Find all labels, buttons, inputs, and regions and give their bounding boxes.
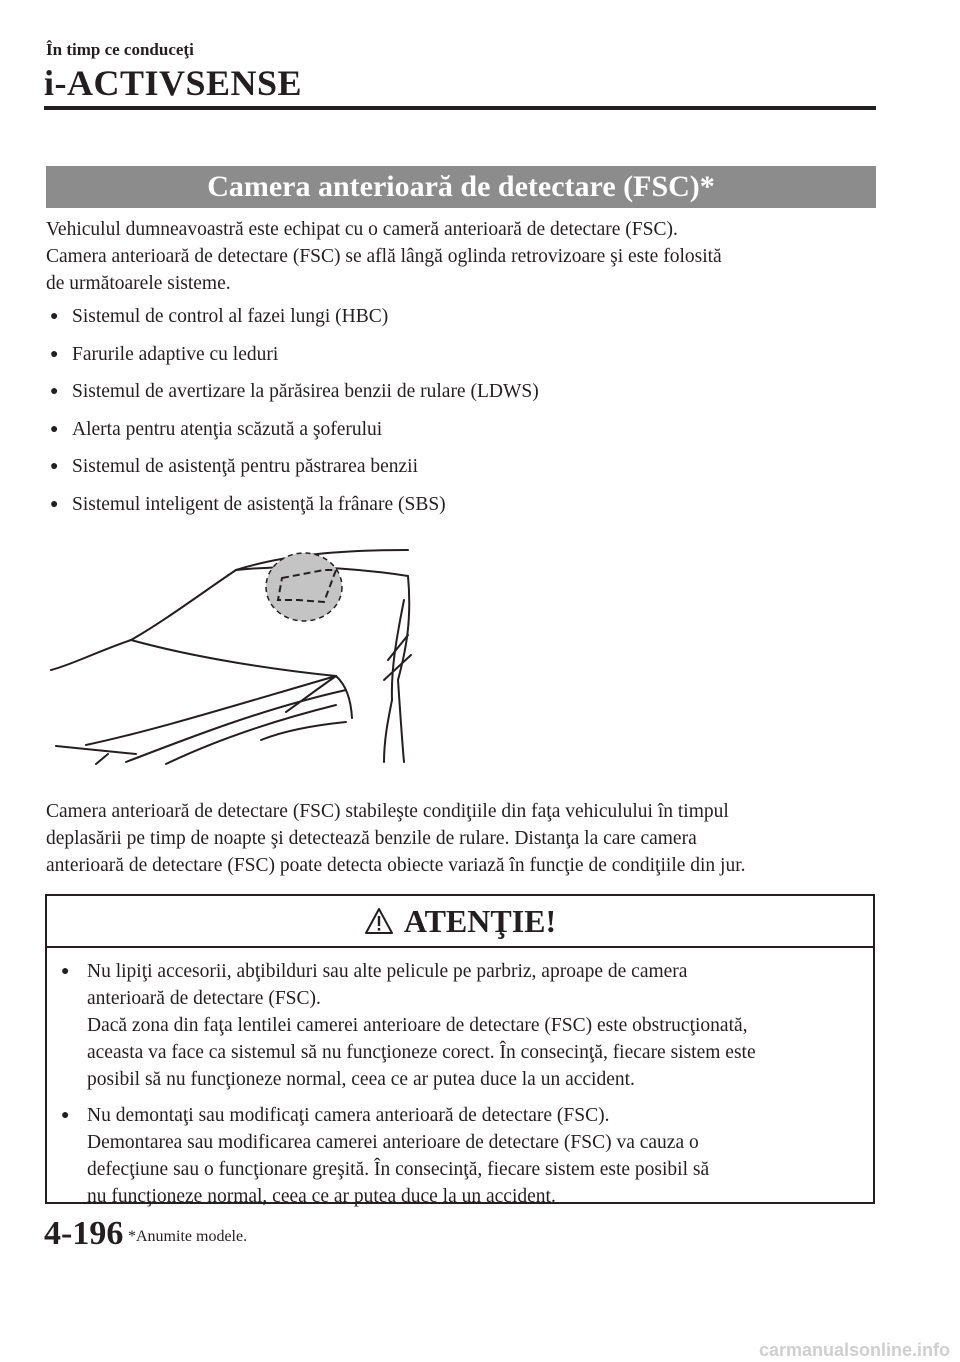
bullet-icon: ●: [61, 964, 70, 979]
intro-line: Camera anterioară de detectare (FSC) se află lângă oglinda retrovizoare şi este folosită: [46, 246, 722, 267]
list-item: ● Sistemul de asistenţă pentru păstrarea benzii: [46, 453, 876, 491]
chapter-title: În timp ce conduceţi: [46, 40, 194, 59]
caution-list: [57, 958, 867, 1210]
intro-line: de următoarele sisteme.: [46, 273, 231, 294]
bullet-icon: ●: [50, 384, 59, 399]
bullet-icon: ●: [50, 309, 59, 324]
bullet-icon: ●: [61, 1108, 70, 1123]
body-line: deplasării pe timp de noapte şi detectează benzile de rulare. Distanţa la care camera: [46, 828, 697, 849]
body-line: Camera anterioară de detectare (FSC) stabileşte condiţiile din faţa vehiculului în timpul: [46, 801, 729, 822]
warning-triangle-icon: [364, 907, 394, 935]
body-paragraph: [46, 798, 876, 879]
intro-line: Vehiculul dumneavoastră este echipat cu o cameră anterioară de detectare (FSC).: [46, 219, 678, 240]
list-item: ● Nu lipiţi accesorii, abţibilduri sau alte pelicule pe parbriz, aproape de camera anterioară de detectare (FSC). Dacă zona din faţa lentilei camerei anterioare de detectare (FSC) este obstrucţionată, aceasta va face ca sistemul să nu funcţioneze corect. În consecinţă, fiecare sistem este posibil să nu funcţioneze normal, ceea ce ar putea duce la un accident.: [57, 958, 867, 1093]
system-list: [46, 303, 876, 528]
list-item: ● Farurile adaptive cu leduri: [46, 341, 876, 379]
section-title: i-ACTIVSENSE: [44, 63, 303, 103]
windshield-camera-illustration: [46, 540, 426, 770]
watermark: carmanualsonline.info: [758, 1340, 950, 1360]
banner-title: Camera anterioară de detectare (FSC)*: [46, 166, 876, 208]
list-item: ● Sistemul inteligent de asistenţă la frânare (SBS): [46, 491, 876, 529]
footnote: *Anumite modele.: [128, 1228, 248, 1245]
caution-box: [45, 894, 875, 1207]
intro-paragraph: [46, 216, 876, 297]
bullet-icon: ●: [50, 421, 59, 437]
caution-header: [47, 896, 873, 948]
bullet-icon: ●: [50, 459, 59, 474]
page-number: 4-196: [44, 1215, 124, 1252]
list-item: ● Alerta pentru atenţia scăzută a şoferului: [46, 416, 876, 454]
header-rule: [44, 106, 876, 110]
bullet-icon: ●: [50, 346, 59, 362]
list-item: ● Sistemul de control al fazei lungi (HBC): [46, 303, 876, 341]
body-line: anterioară de detectare (FSC) poate detecta obiecte variază în funcţie de condiţiile din jur.: [46, 855, 746, 876]
caution-title: ATENŢIE!: [403, 902, 557, 939]
bullet-icon: ●: [50, 496, 59, 512]
list-item: ● Nu demontaţi sau modificaţi camera anterioară de detectare (FSC). Demontarea sau modificarea camerei anterioare de detectare (FSC) va cauza o defecţiune sau o funcţionare greşită. În consecinţă, fiecare sistem este posibil să nu funcţioneze normal, ceea ce ar putea duce la un accident.: [57, 1102, 867, 1210]
list-item: ● Sistemul de avertizare la părăsirea benzii de rulare (LDWS): [46, 378, 876, 416]
